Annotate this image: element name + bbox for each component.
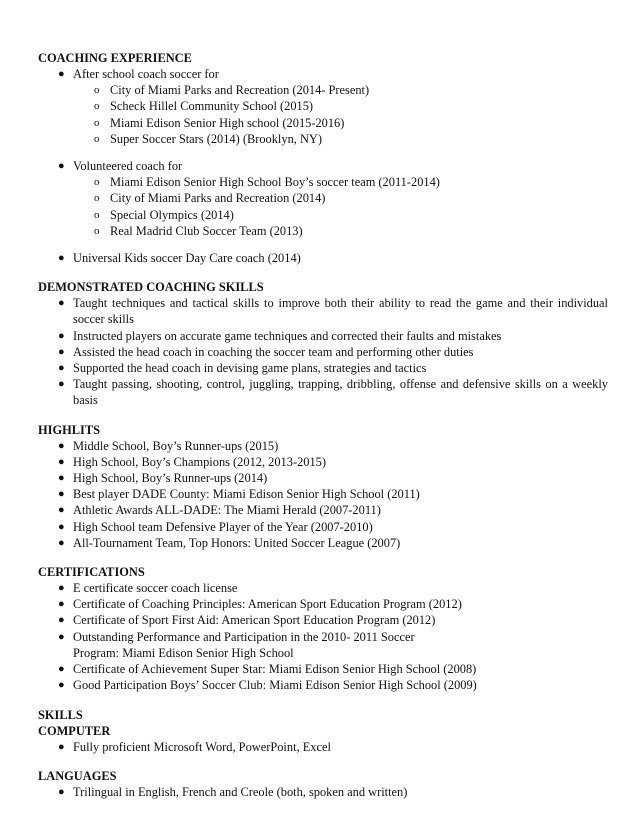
bullet-icon: ●	[58, 630, 65, 643]
sub-list-item-text: City of Miami Parks and Recreation (2014)	[110, 191, 326, 206]
volunteer-list	[38, 158, 608, 174]
list-item-text: Athletic Awards ALL-DADE: The Miami Herald (2007-2011)	[73, 503, 381, 518]
list-item	[38, 328, 608, 344]
highlights-list	[38, 438, 608, 551]
circle-bullet-icon: o	[94, 132, 100, 145]
sub-list-item-text: Miami Edison Senior High school (2015-2016)	[110, 115, 345, 130]
list-item-text: Assisted the head coach in coaching the soccer team and performing other duties	[73, 344, 474, 359]
resume-page	[38, 50, 608, 800]
circle-bullet-icon: o	[94, 192, 100, 205]
circle-bullet-icon: o	[94, 224, 100, 237]
sub-list-item	[38, 115, 608, 131]
list-item	[38, 580, 608, 596]
sub-list-item-text: City of Miami Parks and Recreation (2014- Present)	[110, 83, 370, 98]
list-item-text: All-Tournament Team, Top Honors: United Soccer League (2007)	[73, 535, 401, 550]
list-item	[38, 250, 608, 266]
sub-list-item-text: Scheck Hillel Community School (2015)	[110, 99, 314, 114]
coaching-list	[38, 66, 608, 82]
list-item	[38, 661, 608, 677]
list-item-text: Good Participation Boys’ Soccer Club: Miami Edison Senior High School (2009)	[73, 678, 477, 693]
list-item	[38, 486, 608, 502]
list-item	[38, 376, 608, 408]
list-item-text: Outstanding Performance and Participation in the 2010- 2011 Soccer Program: Miami Edison Senior High School	[73, 629, 415, 660]
subheading-computer: COMPUTER	[38, 723, 111, 738]
bullet-icon: ●	[58, 378, 65, 391]
sub-list-item-text: Special Olympics (2014)	[110, 207, 234, 222]
day-care-list	[38, 250, 608, 266]
list-item-text: Fully proficient Microsoft Word, PowerPoint, Excel	[73, 739, 331, 754]
demonstrated-skills-list	[38, 295, 608, 408]
list-item	[38, 66, 608, 82]
list-item-text: High School, Boy’s Champions (2012, 2013-2015)	[73, 454, 326, 469]
bullet-icon: ●	[58, 439, 65, 452]
after-school-sub-list	[38, 82, 608, 147]
bullet-icon: ●	[58, 160, 65, 173]
circle-bullet-icon: o	[94, 116, 100, 129]
sub-list-item	[38, 223, 608, 239]
list-item-text: Best player DADE County: Miami Edison Senior High School (2011)	[73, 487, 420, 502]
sub-list-item	[38, 82, 608, 98]
list-item	[38, 612, 608, 628]
bullet-icon: ●	[58, 520, 65, 533]
list-item-text: High School team Defensive Player of the Year (2007-2010)	[73, 519, 373, 534]
list-item-text: Trilingual in English, French and Creole (both, spoken and written)	[73, 784, 408, 799]
bullet-icon: ●	[58, 679, 65, 692]
bullet-icon: ●	[58, 536, 65, 549]
sub-list-item-text: Miami Edison Senior High School Boy’s soccer team (2011-2014)	[110, 175, 440, 190]
list-item	[38, 535, 608, 551]
bullet-icon: ●	[58, 68, 65, 80]
list-item	[38, 784, 608, 800]
section-heading-demonstrated-skills: DEMONSTRATED COACHING SKILLS	[38, 280, 264, 295]
certifications-list	[38, 580, 608, 693]
list-item-text: Universal Kids soccer Day Care coach (2014)	[73, 251, 301, 266]
list-item-text: After school coach soccer for	[73, 67, 219, 81]
subheading-languages: LANGUAGES	[38, 768, 117, 783]
sub-list-item	[38, 174, 608, 190]
circle-bullet-icon: o	[94, 100, 100, 113]
bullet-icon: ●	[58, 598, 65, 611]
list-item	[38, 158, 608, 174]
bullet-icon: ●	[58, 297, 65, 310]
list-item	[38, 739, 608, 755]
section-heading-skills: SKILLS	[38, 707, 83, 722]
list-item-text: Taught passing, shooting, control, juggling, trapping, dribbling, offense and defensive skills on a weekly basis	[73, 377, 608, 408]
list-item	[38, 677, 608, 693]
list-item-text: Instructed players on accurate game techniques and corrected their faults and mistakes	[73, 328, 502, 343]
bullet-icon: ●	[58, 329, 65, 342]
sub-list-item	[38, 131, 608, 147]
list-item	[38, 470, 608, 486]
bullet-icon: ●	[58, 472, 65, 485]
list-item	[38, 360, 608, 376]
bullet-icon: ●	[58, 488, 65, 501]
sub-list-item-text: Super Soccer Stars (2014) (Brooklyn, NY)	[110, 131, 322, 146]
bullet-icon: ●	[58, 345, 65, 358]
list-item	[38, 438, 608, 454]
bullet-icon: ●	[58, 740, 65, 753]
list-item-text: Certificate of Sport First Aid: American Sport Education Program (2012)	[73, 613, 436, 628]
bullet-icon: ●	[58, 362, 65, 375]
list-item	[38, 519, 608, 535]
sub-list-item	[38, 98, 608, 114]
bullet-icon: ●	[58, 455, 65, 468]
bullet-icon: ●	[58, 504, 65, 517]
list-item-text: High School, Boy’s Runner-ups (2014)	[73, 471, 268, 486]
sub-list-item-text: Real Madrid Club Soccer Team (2013)	[110, 223, 303, 238]
list-item	[38, 502, 608, 518]
section-heading-highlights: HIGHLITS	[38, 422, 100, 437]
volunteer-sub-list	[38, 174, 608, 239]
list-item-text: Supported the head coach in devising game plans, strategies and tactics	[73, 361, 427, 376]
list-item	[38, 596, 608, 612]
list-item	[38, 295, 608, 327]
section-heading-certifications: CERTIFICATIONS	[38, 565, 145, 580]
bullet-icon: ●	[58, 785, 65, 798]
bullet-icon: ●	[58, 252, 65, 265]
circle-bullet-icon: o	[94, 208, 100, 221]
list-item-text: Certificate of Coaching Principles: American Sport Education Program (2012)	[73, 597, 462, 612]
list-item-text: Taught techniques and tactical skills to improve both their ability to read the game and their individual soccer skills	[73, 296, 608, 327]
list-item	[38, 344, 608, 360]
list-item-text: E certificate soccer coach license	[73, 581, 238, 596]
sub-list-item	[38, 190, 608, 206]
list-item-text: Volunteered coach for	[73, 159, 183, 174]
list-item	[38, 629, 608, 661]
section-heading-coaching: COACHING EXPERIENCE	[38, 51, 192, 65]
bullet-icon: ●	[58, 582, 65, 595]
list-item	[38, 454, 608, 470]
bullet-icon: ●	[58, 614, 65, 627]
circle-bullet-icon: o	[94, 84, 100, 97]
list-item-text: Certificate of Achievement Super Star: Miami Edison Senior High School (2008)	[73, 662, 477, 677]
bullet-icon: ●	[58, 663, 65, 676]
circle-bullet-icon: o	[94, 176, 100, 189]
list-item-text: Middle School, Boy’s Runner-ups (2015)	[73, 438, 279, 453]
computer-skills-list	[38, 739, 608, 755]
languages-list	[38, 784, 608, 800]
sub-list-item	[38, 207, 608, 223]
